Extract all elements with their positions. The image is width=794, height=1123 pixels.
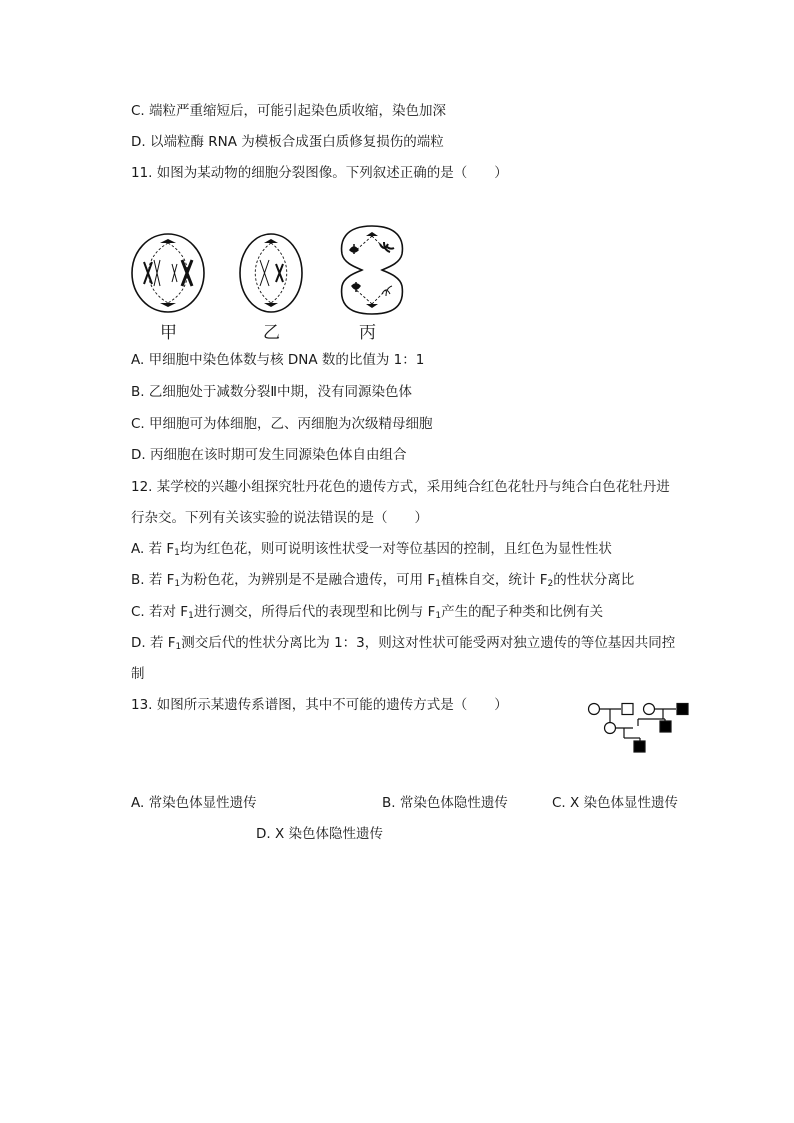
cell-bing-label: 丙 <box>359 323 376 343</box>
q11-option-d: D. 丙细胞在该时期可发生同源染色体自由组合 <box>131 447 407 463</box>
cell-yi-figure <box>238 232 304 314</box>
q12-b-text-post: 的性状分离比 <box>553 572 635 588</box>
q12-option-c <box>131 602 603 622</box>
q13-option-d: D. X 染色体隐性遗传 <box>256 826 384 842</box>
q12-c-text-post: 产生的配子种类和比例有关 <box>441 604 604 620</box>
q12-b-text-mid: 为粉色花，为辨别是不是融合遗传，可用 F <box>180 572 436 588</box>
pedigree-grandson-affected <box>634 741 645 752</box>
q12-d-text-post: 测交后代的性状分离比为 1：3，则这对性状可能受两对独立遗传的等位基因共同控 <box>181 635 676 651</box>
q12-c-text-mid: 进行测交，所得后代的表现型和比例与 F <box>193 604 436 620</box>
pedigree-female-unaffected-2 <box>644 704 655 715</box>
q12-a-subscript: 1 <box>174 548 180 558</box>
q13-option-c: C. X 染色体显性遗传 <box>552 795 679 811</box>
q12-d-subscript: 1 <box>175 642 182 652</box>
pedigree-daughter-unaffected <box>605 723 616 734</box>
pedigree-son-affected <box>660 721 671 732</box>
q12-d-text-pre: D. 若 F <box>131 635 176 651</box>
q12-a-text-post: 均为红色花，则可说明该性状受一对等位基因的控制，且红色为显性性状 <box>179 541 612 557</box>
q12-option-d-wrap: 制 <box>131 666 145 682</box>
cell-jia-figure <box>130 232 206 314</box>
q12-c-subscript-2: 1 <box>435 611 442 621</box>
q12-b-subscript-2: 1 <box>435 579 441 589</box>
q12-stem-line1: 12. 某学校的兴趣小组探究牡丹花色的遗传方式，采用纯合红色花牡丹与纯合白色花牡丹进 <box>131 479 670 495</box>
q12-option-b <box>131 570 634 590</box>
q10-option-d: D. 以端粒酶 RNA 为模板合成蛋白质修复损伤的端粒 <box>131 134 444 150</box>
cell-yi-label: 乙 <box>263 323 280 343</box>
q11-option-c: C. 甲细胞可为体细胞，乙、丙细胞为次级精母细胞 <box>131 416 433 432</box>
q11-option-b: B. 乙细胞处于减数分裂Ⅱ中期，没有同源染色体 <box>131 384 412 400</box>
q12-b-text-mid2: 植株自交，统计 F <box>440 572 548 588</box>
pedigree-female-unaffected <box>589 704 600 715</box>
q12-a-text-pre: A. 若 F <box>131 541 175 557</box>
q12-b-subscript-1: 1 <box>174 579 181 589</box>
q13-option-b: B. 常染色体隐性遗传 <box>382 795 508 811</box>
q12-b-subscript-3: 2 <box>547 579 554 589</box>
q12-option-a <box>131 539 612 559</box>
q12-c-text-pre: C. 若对 F <box>131 604 189 620</box>
q12-b-text-pre: B. 若 F <box>131 572 175 588</box>
q12-c-subscript-1: 1 <box>188 611 194 621</box>
cell-bing-figure <box>340 224 404 316</box>
pedigree-male-affected <box>677 704 688 715</box>
q11-option-a: A. 甲细胞中染色体数与核 DNA 数的比值为 1：1 <box>131 352 425 368</box>
q10-option-c: C. 端粒严重缩短后，可能引起染色质收缩，染色加深 <box>131 103 447 119</box>
q13-option-a: A. 常染色体显性遗传 <box>131 795 257 811</box>
q11-stem: 11. 如图为某动物的细胞分裂图像。下列叙述正确的是（ ） <box>131 165 508 181</box>
q13-stem: 13. 如图所示某遗传系谱图，其中不可能的遗传方式是（ ） <box>131 697 508 713</box>
pedigree-male-unaffected <box>622 704 633 715</box>
cell-jia-label: 甲 <box>160 323 177 343</box>
q12-stem-line2: 行杂交。下列有关该实验的说法错误的是（ ） <box>131 510 428 526</box>
pedigree-chart <box>588 700 692 756</box>
q12-option-d <box>131 633 675 653</box>
